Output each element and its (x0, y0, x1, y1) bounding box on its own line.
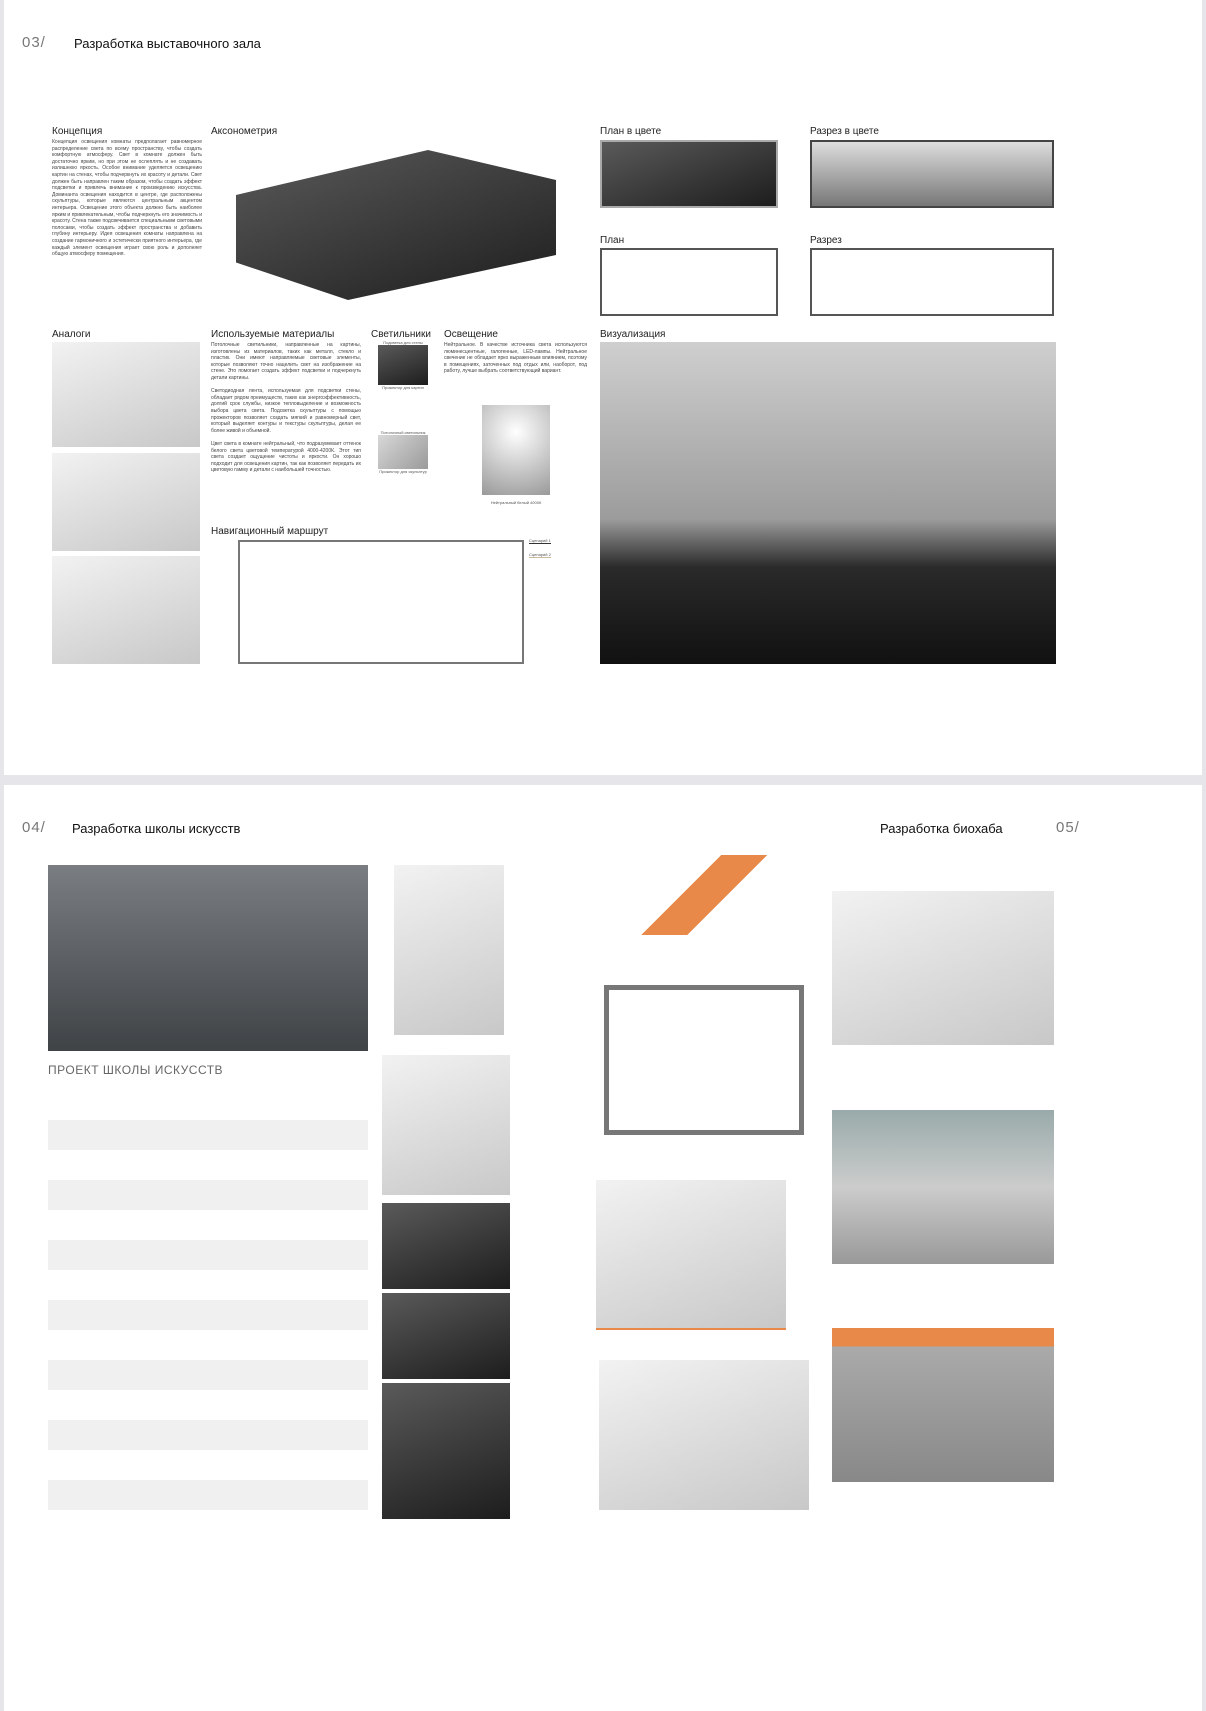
spotlight-image (378, 390, 428, 430)
led-strip-image (378, 345, 428, 385)
materials-p1: Потолочные светильники, направленные на картины, изготовлены из материалов, таких как металл, стекло и пластик. Они имеют направляемые световые элементы, которые позволяют точно нацелить свет на изображение на стене. Это помогает создать эффект подсветки и подчеркнуть детали картины. (211, 342, 361, 381)
lamp-caption: Потолочный светильник (380, 430, 426, 435)
route-heading: Навигационный маршрут (211, 526, 329, 537)
school-render (48, 865, 368, 1051)
concept-text: Концепция освещения комнаты предполагает равномерное распределение света по всему пространству, чтобы создать комфортную атмосферу. Свет в комнате должен быть достаточно ярким, но при этом не ослеплять и не создавать излишнюю яркость. Особое внимание уделяется освещению картин на стенах, чтобы подчеркнуть их красоту и детали. Свет должен быть направлен таким образом, чтобы создать эффект подсветки и привлечь внимание к произведению искусства. Доминанта освещения находится в центре, где расположены скульптуры, которые являются центральным акцентом интерьера. Освещение этого объекта должно быть наиболее ярким и привлекательным, чтобы подчеркнуть его значимость и красоту. Стена также подсвечивается специальными световыми полосами, чтобы создать эффект пространства и добавить глубину интерьеру. Идея освещения комнаты направлена на создание гармоничного и эстетически приятного интерьера, где каждый элемент освещения играет свою роль и дополняет общую атмосферу помещения. (52, 139, 202, 258)
page-number: 03/ (22, 34, 46, 51)
plan-color-heading: План в цвете (600, 126, 662, 137)
school-exploded-axon (394, 865, 504, 1035)
biohub-axon-small (629, 855, 779, 935)
school-drawings (48, 1090, 368, 1530)
plan-color-image (600, 140, 778, 208)
section-color-heading: Разрез в цвете (810, 126, 879, 137)
page-school-biohub (4, 785, 1202, 1711)
analog-image-3 (52, 556, 200, 664)
concept-heading: Концепция (52, 126, 103, 137)
lamps-list (378, 340, 428, 498)
page-title: Разработка выставочного зала (74, 36, 261, 51)
lamps-heading: Светильники (371, 329, 431, 340)
school-interior-3 (382, 1383, 510, 1519)
biohub-render-1 (832, 891, 1054, 1045)
page-title-right: Разработка биохаба (880, 821, 1003, 836)
biohub-axon-2 (599, 1360, 809, 1510)
section-heading: Разрез (810, 235, 842, 246)
legend-scenario-2: Сценарий 2 (529, 552, 551, 557)
sculpture-spot-image (378, 474, 428, 498)
biohub-render-2 (832, 1110, 1054, 1264)
lighting-text: Нейтральное. В качестве источника света используются люминесцентные, галогенные, LED-лампы. Нейтральное свечение не обладает ярко выраженным влиянием, поэтому в помещениях, заточенных под отдых или, наоборот, под работу, лучше выбрать соответствующий вариант. (444, 342, 587, 375)
plan-heading: План (600, 235, 625, 246)
school-interior-1 (382, 1203, 510, 1289)
section-color-image (810, 140, 1054, 208)
school-interior-2 (382, 1293, 510, 1379)
analog-image-1 (52, 342, 200, 447)
analogs-heading: Аналоги (52, 329, 91, 340)
lamp-caption: Прожектор для картин (382, 385, 424, 390)
ceiling-lamp-image (378, 435, 428, 469)
biohub-plan (604, 985, 804, 1135)
visualization-heading: Визуализация (600, 329, 666, 340)
axonometry-image (236, 150, 556, 300)
page-title-left: Разработка школы искусств (72, 821, 241, 836)
school-project-label: ПРОЕКТ ШКОЛЫ ИСКУССТВ (48, 1063, 224, 1077)
section-image (810, 248, 1054, 316)
school-facades (382, 1055, 510, 1195)
materials-heading: Используемые материалы (211, 329, 335, 340)
axonometry-heading: Аксонометрия (211, 126, 278, 137)
neutral-light-swatch (482, 405, 550, 495)
swatch-caption: Нейтральный белый 4000К (490, 500, 542, 505)
visualization-image (600, 342, 1056, 664)
route-plan (238, 540, 524, 664)
analog-image-2 (52, 453, 200, 551)
lighting-heading: Освещение (444, 329, 498, 340)
biohub-render-3 (832, 1328, 1054, 1482)
lamp-caption: Прожектор для скульптур (379, 469, 427, 474)
materials-p3: Цвет света в комнате нейтральный, что подразумевает оттенок белого света цветовой температурой 4000-4200К. Этот тип света создает ощущение чистоты и яркости. Он хорошо подходит для освещения картин, так как позволяет передать их цветовую гамму и детали с наибольшей точностью. (211, 440, 361, 474)
materials-p2: Светодиодная лента, используемая для подсветки стены, обладает рядом преимуществ, таких как энергоэффективность, долгий срок службы, низкое тепловыделение и возможность выбора цвета света. Подсветка скульптуры с помощью прожекторов позволяет создать мягкий и равномерный свет, который выделяет контуры и текстуры скульптуры, делая ее более живой и объемной. (211, 388, 361, 434)
page-exhibition-hall (4, 0, 1202, 775)
page-number-right: 05/ (1056, 819, 1080, 836)
page-number-left: 04/ (22, 819, 46, 836)
biohub-axon-1 (596, 1180, 786, 1330)
plan-image (600, 248, 778, 316)
lamp-caption: Подсветка для стены (383, 340, 423, 345)
legend-scenario-1: Сценарий 1 (529, 538, 551, 543)
